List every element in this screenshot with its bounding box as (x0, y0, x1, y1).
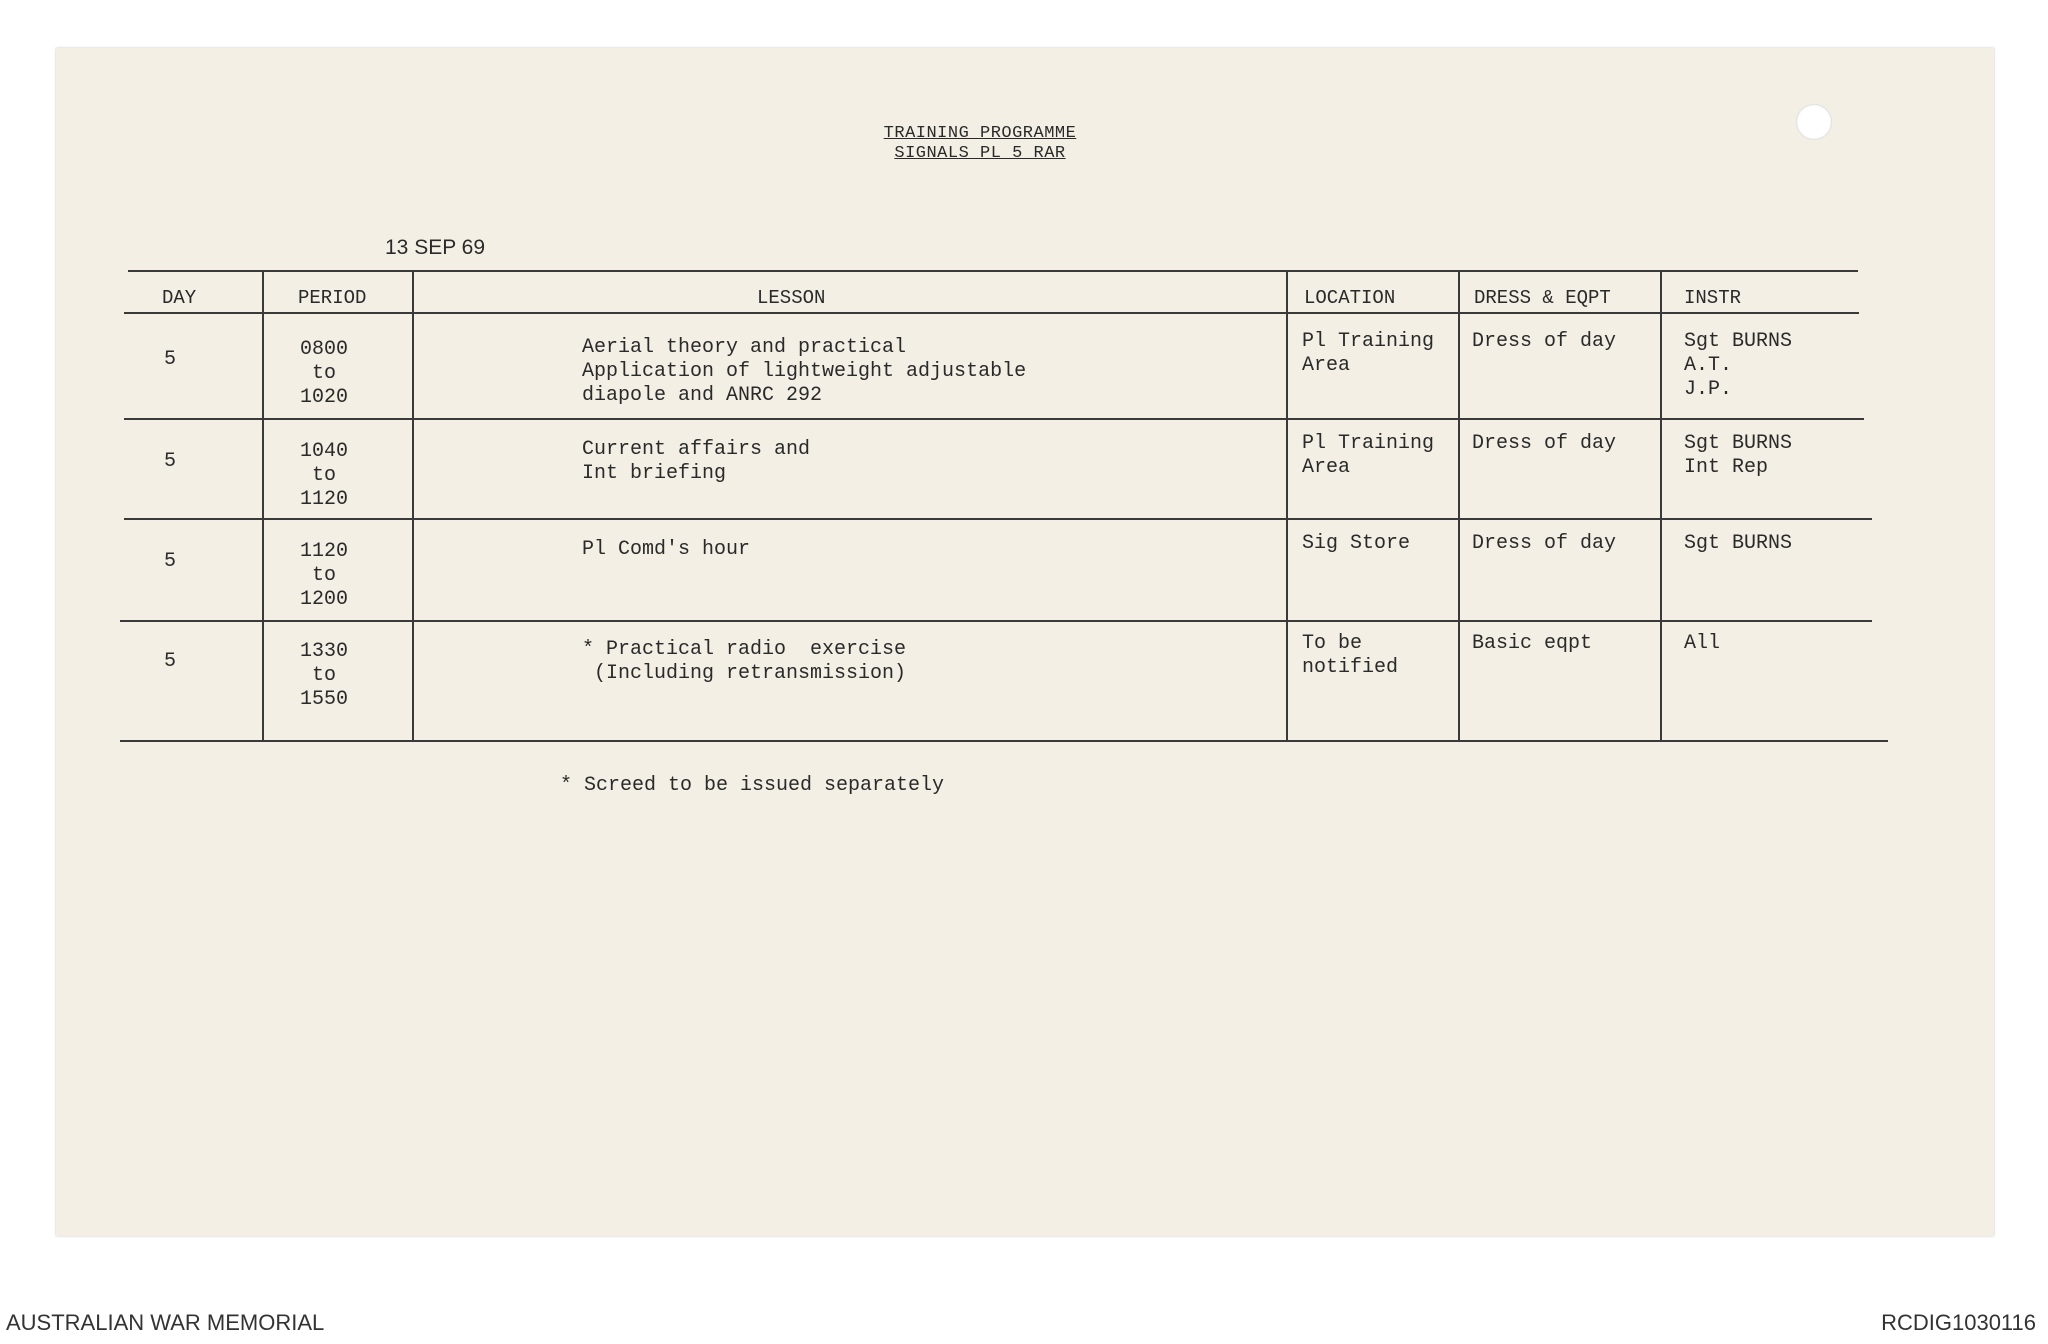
table-cell-dress: Basic eqpt (1472, 632, 1593, 655)
table-rule-horizontal (124, 418, 1864, 420)
table-rule-horizontal (124, 518, 1872, 520)
table-cell-lesson: Pl Comd's hour (582, 538, 751, 561)
table-cell-location: Pl Training Area (1302, 330, 1435, 377)
table-cell-dress: Dress of day (1472, 532, 1617, 555)
footer-reference: RCDIG1030116 (1881, 1310, 2036, 1335)
table-cell-day: 5 (164, 450, 177, 473)
table-rule-vertical (262, 270, 264, 740)
column-header-lesson: LESSON (757, 287, 826, 309)
column-header-dress: DRESS & EQPT (1474, 287, 1611, 309)
footnote: * Screed to be issued separately (560, 774, 945, 797)
table-cell-period: 1330 to 1550 (300, 640, 349, 711)
table-cell-dress: Dress of day (1472, 432, 1617, 455)
table-rule-vertical (412, 270, 414, 740)
table-cell-dress: Dress of day (1472, 330, 1617, 353)
footer-institution: AUSTRALIAN WAR MEMORIAL (6, 1310, 325, 1335)
table-rule-vertical (1286, 270, 1288, 740)
table-cell-instr: Sgt BURNS (1684, 532, 1793, 555)
heading-title: TRAINING PROGRAMME (883, 124, 1077, 143)
table-cell-day: 5 (164, 348, 177, 371)
table-cell-lesson: * Practical radio exercise (Including retransmission) (582, 638, 907, 685)
table-cell-location: To be notified (1302, 632, 1399, 679)
table-rule-vertical (1660, 270, 1662, 740)
table-cell-instr: All (1684, 632, 1721, 655)
table-cell-period: 1120 to 1200 (300, 540, 349, 611)
table-cell-day: 5 (164, 550, 177, 573)
column-header-location: LOCATION (1304, 287, 1396, 309)
column-header-instr: INSTR (1684, 287, 1742, 309)
table-rule-horizontal (120, 740, 1888, 742)
table-rule-horizontal (128, 270, 1858, 272)
table-cell-location: Sig Store (1302, 532, 1411, 555)
table-cell-instr: Sgt BURNS Int Rep (1684, 432, 1793, 479)
table-cell-location: Pl Training Area (1302, 432, 1435, 479)
table-rule-horizontal (124, 312, 1859, 314)
column-header-day: DAY (162, 287, 197, 309)
table-rule-vertical (1458, 270, 1460, 740)
table-cell-day: 5 (164, 650, 177, 673)
table-cell-period: 0800 to 1020 (300, 338, 349, 409)
document-date: 13 SEP 69 (385, 236, 486, 259)
table-cell-period: 1040 to 1120 (300, 440, 349, 511)
column-header-period: PERIOD (298, 287, 367, 309)
table-cell-lesson: Aerial theory and practical Application of lightweight adjustable diapole and ANRC 292 (582, 336, 1027, 407)
table-cell-instr: Sgt BURNS A.T. J.P. (1684, 330, 1793, 401)
table-cell-lesson: Current affairs and Int briefing (582, 438, 811, 485)
table-rule-horizontal (120, 620, 1872, 622)
heading-subtitle: SIGNALS PL 5 RAR (894, 144, 1066, 163)
